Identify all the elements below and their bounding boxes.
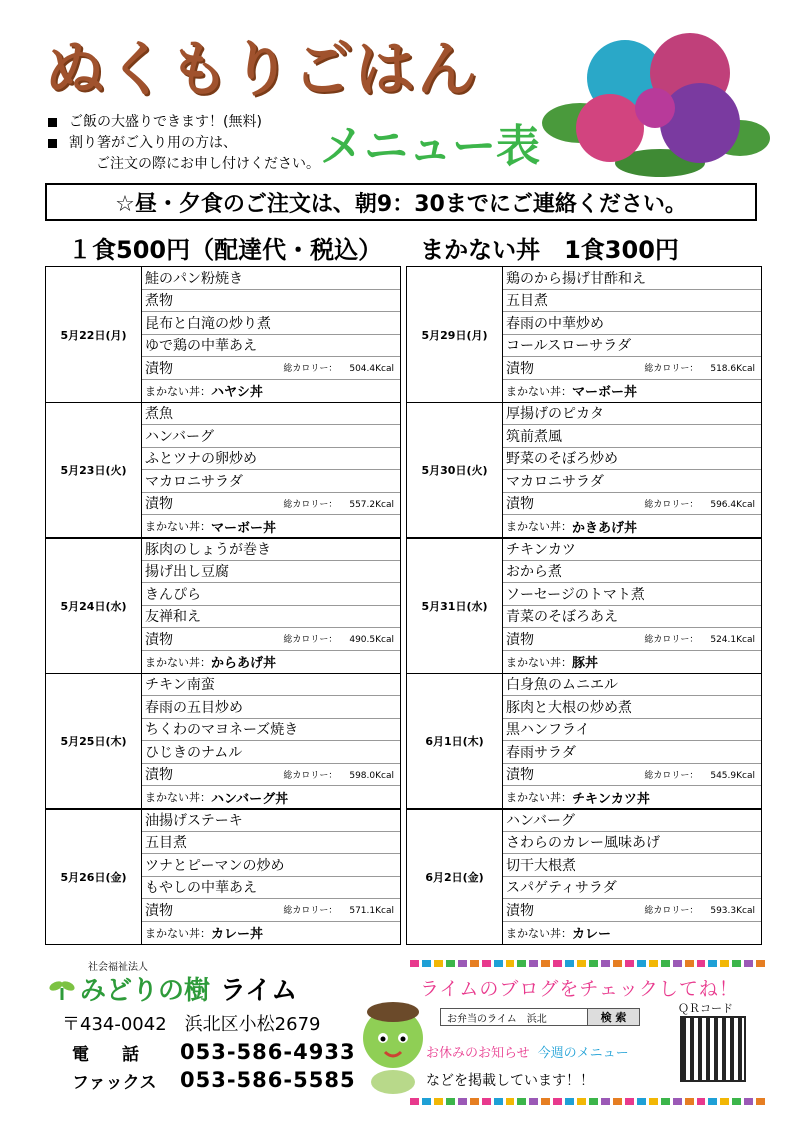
square-bullet-icon — [48, 139, 57, 148]
kcal-value: 504.4Kcal — [349, 364, 394, 375]
dish-row — [503, 312, 761, 335]
kcal-value: 596.4Kcal — [710, 499, 755, 510]
dish-name: 豚肉と大根の炒め煮 — [506, 699, 632, 716]
menu-day — [406, 402, 762, 539]
dish-row — [142, 335, 400, 358]
makanai-row — [142, 922, 400, 944]
dash-segment — [601, 1098, 610, 1105]
dash-segment — [577, 960, 586, 967]
dash-segment — [458, 1098, 467, 1105]
dish-row — [503, 719, 761, 742]
dish-row — [142, 425, 400, 448]
dash-segment — [720, 960, 729, 967]
dish-row — [142, 538, 400, 561]
dash-segment — [685, 1098, 694, 1105]
dish-name: 豚肉のしょうが巻き — [145, 541, 271, 558]
dish-row — [142, 448, 400, 471]
dish-name: 煮魚 — [145, 406, 173, 423]
total-kcal — [283, 361, 394, 374]
makanai-value: 豚丼 — [572, 656, 599, 672]
makanai-value: カレー — [572, 927, 612, 943]
dish-row — [142, 403, 400, 426]
kcal-label: 総カロリー： — [283, 906, 338, 917]
dish-name: 春雨の中華炒め — [506, 315, 604, 332]
dash-segment — [494, 960, 503, 967]
dashed-border-bottom — [410, 1098, 765, 1105]
dash-segment — [434, 960, 443, 967]
search-button[interactable]: 検 索 — [587, 1009, 639, 1025]
kcal-value: 598.0Kcal — [349, 770, 394, 781]
dash-segment — [673, 960, 682, 967]
day-date: 5月22日(月) — [46, 267, 142, 402]
dash-segment — [529, 1098, 538, 1105]
kcal-label: 総カロリー： — [283, 770, 338, 781]
makanai-value: ハヤシ丼 — [211, 385, 263, 401]
dish-name: ツナとピーマンの炒め — [145, 857, 285, 874]
menu-day — [45, 673, 401, 810]
total-kcal — [644, 497, 755, 510]
dish-row — [503, 674, 761, 697]
fax-number: 053-586-5585 — [180, 1068, 356, 1092]
dish-row — [142, 583, 400, 606]
dish-row — [503, 561, 761, 584]
blog-tail: などを掲載しています！！ — [426, 1073, 594, 1089]
dish-name: 五目煮 — [145, 835, 187, 852]
makanai-value: かきあげ丼 — [572, 520, 638, 536]
makanai-label: まかない丼： — [506, 520, 572, 534]
dish-name: 漬物 — [506, 496, 534, 513]
qr-code-icon — [680, 1016, 746, 1082]
dash-segment — [732, 960, 741, 967]
dish-name: 青菜のそぼろあえ — [506, 609, 618, 626]
day-dishes — [503, 403, 761, 538]
blog-topic-holidays: お休みのお知らせ — [426, 1046, 530, 1061]
makanai-label: まかない丼： — [506, 926, 572, 940]
menu-day — [406, 537, 762, 674]
dash-segment — [732, 1098, 741, 1105]
kcal-label: 総カロリー： — [644, 364, 699, 375]
dish-name: 漬物 — [145, 902, 173, 919]
note-3: ご注文の際にお申し付けください。 — [96, 156, 320, 172]
dish-row — [142, 606, 400, 629]
dash-segment — [458, 960, 467, 967]
dish-row — [503, 335, 761, 358]
day-dishes — [142, 809, 400, 944]
dish-name: さわらのカレー風味あげ — [506, 835, 660, 852]
makanai-row — [503, 922, 761, 944]
blog-topics — [426, 1042, 629, 1061]
dish-name: 漬物 — [506, 902, 534, 919]
day-dishes — [142, 403, 400, 538]
dish-name: 五目煮 — [506, 293, 548, 310]
dish-name: 油揚げステーキ — [145, 812, 243, 829]
org-type: 社会福祉法人 — [88, 962, 148, 973]
dash-segment — [613, 960, 622, 967]
dish-row — [503, 448, 761, 471]
dash-segment — [410, 960, 419, 967]
makanai-value: マーボー丼 — [211, 520, 277, 536]
dish-name: マカロニサラダ — [145, 473, 243, 490]
price-makanai: まかない丼 1食300円 — [420, 236, 679, 264]
dish-name: 鮭のパン粉焼き — [145, 270, 243, 287]
day-date: 5月25日(木) — [46, 674, 142, 809]
menu-day — [406, 808, 762, 945]
dish-name: 鶏のから揚げ甘酢和え — [506, 270, 646, 287]
dish-row — [142, 854, 400, 877]
total-kcal — [644, 361, 755, 374]
total-kcal — [283, 632, 394, 645]
kcal-label: 総カロリー： — [644, 906, 699, 917]
makanai-value: カレー丼 — [211, 927, 264, 943]
dash-segment — [529, 960, 538, 967]
kcal-label: 総カロリー： — [644, 635, 699, 646]
dish-row — [142, 877, 400, 900]
dish-name: ハンバーグ — [145, 428, 215, 445]
dish-row — [503, 425, 761, 448]
dish-row — [503, 493, 761, 516]
dash-segment — [756, 960, 765, 967]
makanai-label: まかない丼： — [145, 655, 211, 669]
blog-topic-menu: 今週のメニュー — [537, 1046, 629, 1061]
dish-name: 漬物 — [145, 767, 173, 784]
makanai-row — [503, 380, 761, 402]
menu-title: メニュー表 — [320, 121, 540, 172]
dash-segment — [649, 960, 658, 967]
blog-title: ライムのブログをチェックしてね！ — [420, 978, 739, 1000]
dish-name: 漬物 — [506, 360, 534, 377]
tel-row — [72, 1040, 356, 1065]
dash-segment — [708, 960, 717, 967]
dish-row — [503, 809, 761, 832]
dish-name: コールスローサラダ — [506, 338, 632, 355]
total-kcal — [644, 632, 755, 645]
dash-segment — [565, 960, 574, 967]
dish-row — [503, 832, 761, 855]
dish-name: もやしの中華あえ — [145, 880, 257, 897]
dish-name: ちくわのマヨネーズ焼き — [145, 722, 299, 739]
dish-name: 春雨の五目炒め — [145, 699, 243, 716]
day-dishes — [142, 267, 400, 402]
makanai-label: まかない丼： — [145, 926, 211, 940]
dash-segment — [613, 1098, 622, 1105]
price-main: １食500円（配達代・税込） — [68, 236, 383, 264]
menu-day — [45, 808, 401, 945]
dish-row — [503, 290, 761, 313]
dish-row — [503, 854, 761, 877]
fax-row — [72, 1068, 356, 1093]
dash-segment — [482, 960, 491, 967]
note-2: 割り箸がご入り用の方は、 — [48, 133, 320, 154]
kcal-value: 490.5Kcal — [349, 635, 394, 646]
dish-row — [142, 741, 400, 764]
dish-row — [142, 628, 400, 651]
dish-name: 煮物 — [145, 293, 173, 310]
dish-name: 春雨サラダ — [506, 744, 576, 761]
dish-name: きんぴら — [145, 586, 201, 603]
dish-row — [503, 764, 761, 787]
day-date: 5月23日(火) — [46, 403, 142, 538]
menu-column-right — [406, 266, 762, 945]
makanai-label: まかない丼： — [145, 520, 211, 534]
makanai-value: ハンバーグ丼 — [211, 791, 289, 807]
total-kcal — [283, 497, 394, 510]
dash-segment — [577, 1098, 586, 1105]
dash-segment — [625, 1098, 634, 1105]
dash-segment — [410, 1098, 419, 1105]
dish-row — [503, 741, 761, 764]
dish-name: 厚揚げのピカタ — [506, 406, 604, 423]
dash-segment — [649, 1098, 658, 1105]
dish-row — [142, 809, 400, 832]
dash-segment — [470, 1098, 479, 1105]
tel-number: 053-586-4933 — [180, 1040, 356, 1064]
menu-day — [45, 266, 401, 403]
dash-segment — [756, 1098, 765, 1105]
dish-name: 漬物 — [145, 360, 173, 377]
dash-segment — [697, 960, 706, 967]
day-date: 5月31日(水) — [407, 538, 503, 673]
dish-row — [503, 583, 761, 606]
makanai-value: マーボー丼 — [572, 385, 638, 401]
dish-name: おから煮 — [506, 564, 562, 581]
day-dishes — [503, 538, 761, 673]
menu-day — [45, 537, 401, 674]
dish-row — [142, 719, 400, 742]
dash-segment — [637, 1098, 646, 1105]
search-box[interactable] — [440, 1008, 640, 1026]
search-input[interactable]: お弁当のライム 浜北 — [447, 1013, 547, 1025]
dish-name: 漬物 — [145, 496, 173, 513]
dish-row — [142, 674, 400, 697]
day-dishes — [142, 538, 400, 673]
dish-name: チキンカツ — [506, 541, 576, 558]
kcal-label: 総カロリー： — [644, 770, 699, 781]
dish-row — [142, 899, 400, 922]
dashed-border-top — [410, 960, 765, 967]
dish-name: 筑前煮風 — [506, 428, 562, 445]
kcal-value: 518.6Kcal — [710, 364, 755, 375]
dish-row — [142, 493, 400, 516]
dash-segment — [744, 1098, 753, 1105]
sprout-icon — [48, 978, 76, 1000]
total-kcal — [644, 768, 755, 781]
dash-segment — [685, 960, 694, 967]
day-date: 5月30日(火) — [407, 403, 503, 538]
dish-row — [142, 764, 400, 787]
kcal-label: 総カロリー： — [644, 499, 699, 510]
dash-segment — [673, 1098, 682, 1105]
address: 〒434-0042 浜北区小松2679 — [62, 1014, 321, 1035]
makanai-label: まかない丼： — [506, 791, 572, 805]
menu-day — [45, 402, 401, 539]
day-date: 5月26日(金) — [46, 809, 142, 944]
square-bullet-icon — [48, 118, 57, 127]
dish-name: ふとツナの卵炒め — [145, 451, 257, 468]
kcal-value: 557.2Kcal — [349, 499, 394, 510]
makanai-value: チキンカツ丼 — [572, 791, 650, 807]
kcal-value: 571.1Kcal — [349, 906, 394, 917]
blog-box — [410, 960, 765, 1105]
makanai-label: まかない丼： — [506, 655, 572, 669]
dish-row — [503, 606, 761, 629]
dish-name: ゆで鶏の中華あえ — [145, 338, 257, 355]
dish-row — [142, 696, 400, 719]
day-date: 5月29日(月) — [407, 267, 503, 402]
dish-name: 白身魚のムニエル — [506, 677, 618, 694]
makanai-row — [142, 380, 400, 402]
dish-name: 切干大根煮 — [506, 857, 576, 874]
makanai-row — [503, 786, 761, 808]
dish-name: ひじきのナムル — [145, 744, 243, 761]
day-date: 5月24日(水) — [46, 538, 142, 673]
dish-row — [503, 877, 761, 900]
hydrangea-illustration — [540, 28, 770, 178]
dish-row — [142, 267, 400, 290]
dash-segment — [601, 960, 610, 967]
menu-day — [406, 266, 762, 403]
qr-label: ＱＲコード — [678, 1002, 733, 1015]
dash-segment — [541, 1098, 550, 1105]
makanai-row — [142, 515, 400, 537]
dish-name: 漬物 — [145, 631, 173, 648]
dash-segment — [565, 1098, 574, 1105]
note-1: ご飯の大盛りできます！(無料) — [48, 112, 320, 133]
dish-name: 漬物 — [506, 631, 534, 648]
tel-label: 電 話 — [72, 1045, 147, 1065]
fax-label: ファックス — [72, 1073, 157, 1093]
dash-segment — [482, 1098, 491, 1105]
dash-segment — [637, 960, 646, 967]
total-kcal — [283, 768, 394, 781]
kcal-label: 総カロリー： — [283, 635, 338, 646]
makanai-row — [142, 651, 400, 673]
dish-name: ハンバーグ — [506, 812, 576, 829]
dish-row — [503, 899, 761, 922]
dish-name: ソーセージのトマト煮 — [506, 586, 645, 603]
dash-segment — [506, 1098, 515, 1105]
menu-column-left — [45, 266, 401, 945]
dish-row — [503, 403, 761, 426]
dish-name: スパゲティサラダ — [506, 880, 617, 897]
dish-name: チキン南蛮 — [145, 677, 215, 694]
kcal-value: 524.1Kcal — [710, 635, 755, 646]
dash-segment — [661, 960, 670, 967]
price-line — [68, 230, 679, 265]
dish-row — [142, 470, 400, 493]
kcal-value: 545.9Kcal — [710, 770, 755, 781]
dash-segment — [553, 960, 562, 967]
logo-title: ぬくもりごはん — [45, 35, 479, 105]
dish-row — [142, 832, 400, 855]
dash-segment — [517, 960, 526, 967]
dish-row — [503, 267, 761, 290]
dash-segment — [434, 1098, 443, 1105]
notes — [48, 112, 320, 175]
makanai-row — [142, 786, 400, 808]
kcal-label: 総カロリー： — [283, 499, 338, 510]
dish-row — [503, 538, 761, 561]
dash-segment — [553, 1098, 562, 1105]
makanai-row — [503, 651, 761, 673]
dash-segment — [506, 960, 515, 967]
dish-row — [142, 561, 400, 584]
dish-row — [142, 312, 400, 335]
dish-name: 昆布と白滝の炒り煮 — [145, 315, 271, 332]
dish-row — [503, 696, 761, 719]
total-kcal — [283, 903, 394, 916]
makanai-label: まかない丼： — [145, 384, 211, 398]
day-dishes — [503, 674, 761, 809]
dish-name: 揚げ出し豆腐 — [145, 564, 229, 581]
dish-name: 友禅和え — [145, 609, 201, 626]
dash-segment — [541, 960, 550, 967]
dish-name: 漬物 — [506, 767, 534, 784]
kcal-value: 593.3Kcal — [710, 906, 755, 917]
makanai-label: まかない丼： — [506, 384, 572, 398]
dish-row — [142, 357, 400, 380]
kcal-label: 総カロリー： — [283, 364, 338, 375]
makanai-row — [503, 515, 761, 537]
dash-segment — [494, 1098, 503, 1105]
makanai-value: からあげ丼 — [211, 656, 277, 672]
dash-segment — [446, 1098, 455, 1105]
menu-day — [406, 673, 762, 810]
dash-segment — [744, 960, 753, 967]
day-dishes — [503, 809, 761, 944]
order-deadline-banner: ☆昼・夕食のご注文は、朝9：30までにご連絡ください。 — [45, 183, 757, 221]
dash-segment — [589, 960, 598, 967]
makanai-label: まかない丼： — [145, 791, 211, 805]
dash-segment — [422, 960, 431, 967]
dash-segment — [708, 1098, 717, 1105]
dash-segment — [446, 960, 455, 967]
dish-row — [503, 470, 761, 493]
dish-name: マカロニサラダ — [506, 473, 604, 490]
org-name: みどりの樹 ライム — [48, 970, 297, 1007]
dash-segment — [589, 1098, 598, 1105]
dish-row — [503, 357, 761, 380]
day-dishes — [503, 267, 761, 402]
dash-segment — [517, 1098, 526, 1105]
day-dishes — [142, 674, 400, 809]
dish-row — [142, 290, 400, 313]
dish-row — [503, 628, 761, 651]
day-date: 6月2日(金) — [407, 809, 503, 944]
dish-name: 黒ハンフライ — [506, 722, 590, 739]
dash-segment — [470, 960, 479, 967]
dash-segment — [697, 1098, 706, 1105]
dish-name: 野菜のそぼろ炒め — [506, 451, 618, 468]
dash-segment — [661, 1098, 670, 1105]
total-kcal — [644, 903, 755, 916]
day-date: 6月1日(木) — [407, 674, 503, 809]
dash-segment — [422, 1098, 431, 1105]
dash-segment — [720, 1098, 729, 1105]
dash-segment — [625, 960, 634, 967]
